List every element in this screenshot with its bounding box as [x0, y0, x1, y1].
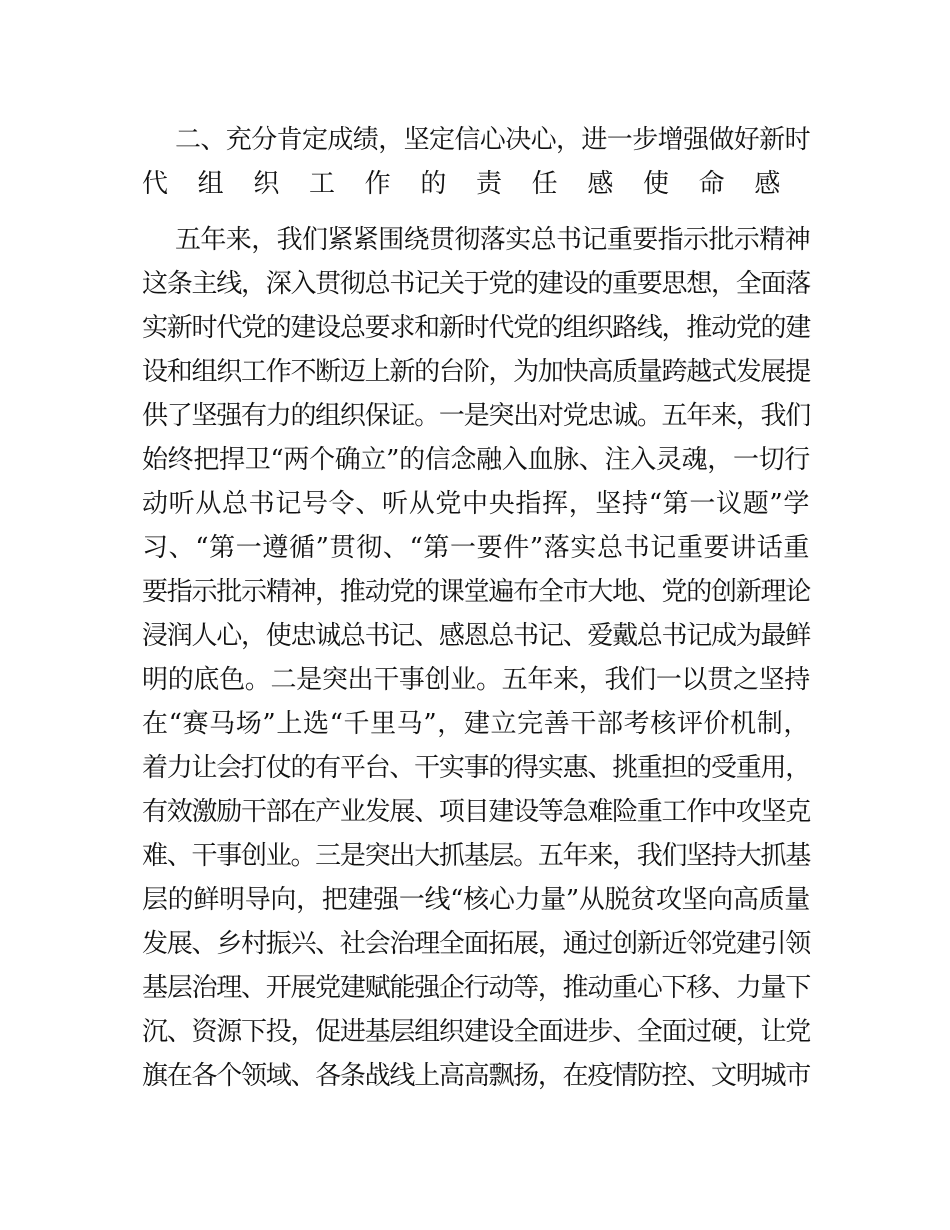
- paragraph-line: 明的底色。二是突出干事创业。五年来，我们一以贯之坚持: [142, 665, 810, 695]
- paragraph-line: 始终把捍卫“两个确立”的信念融入血脉、注入灵魂，一切行: [142, 445, 810, 475]
- paragraph-line: 实新时代党的建设总要求和新时代党的组织路线，推动党的建: [142, 313, 810, 343]
- paragraph-line: 设和组织工作不断迈上新的台阶，为加快高质量跨越式发展提: [142, 357, 810, 387]
- heading-line: 代组织工作的责任感使命感: [142, 169, 810, 199]
- paragraph-line: 着力让会打仗的有平台、干实事的得实惠、挑重担的受重用，: [142, 753, 810, 783]
- paragraph-line: 五年来，我们紧紧围绕贯彻落实总书记重要指示批示精神: [175, 225, 810, 255]
- paragraph-line: 在“赛马场”上选“千里马”，建立完善干部考核评价机制，: [142, 709, 810, 739]
- paragraph-line: 动听从总书记号令、听从党中央指挥，坚持“第一议题”学: [142, 489, 810, 519]
- paragraph-line: 有效激励干部在产业发展、项目建设等急难险重工作中攻坚克: [142, 797, 810, 827]
- paragraph-line: 旗在各个领域、各条战线上高高飘扬，在疫情防控、文明城市: [142, 1061, 810, 1091]
- paragraph-line: 层的鲜明导向，把建强一线“核心力量”从脱贫攻坚向高质量: [142, 885, 810, 915]
- paragraph-line: 浸润人心，使忠诚总书记、感恩总书记、爱戴总书记成为最鲜: [142, 621, 810, 651]
- paragraph-line: 难、干事创业。三是突出大抓基层。五年来，我们坚持大抓基: [142, 841, 810, 871]
- paragraph-line: 发展、乡村振兴、社会治理全面拓展，通过创新近邻党建引领: [142, 929, 810, 959]
- paragraph-line: 要指示批示精神，推动党的课堂遍布全市大地、党的创新理论: [142, 577, 810, 607]
- paragraph-line: 基层治理、开展党建赋能强企行动等，推动重心下移、力量下: [142, 973, 810, 1003]
- paragraph-line: 供了坚强有力的组织保证。一是突出对党忠诚。五年来，我们: [142, 401, 810, 431]
- paragraph-line: 沉、资源下投，促进基层组织建设全面进步、全面过硬，让党: [142, 1017, 810, 1047]
- heading-line: 二、充分肯定成绩，坚定信心决心，进一步增强做好新时: [175, 125, 810, 155]
- paragraph-line: 习、“第一遵循”贯彻、“第一要件”落实总书记重要讲话重: [142, 533, 810, 563]
- paragraph-line: 这条主线，深入贯彻总书记关于党的建设的重要思想，全面落: [142, 269, 810, 299]
